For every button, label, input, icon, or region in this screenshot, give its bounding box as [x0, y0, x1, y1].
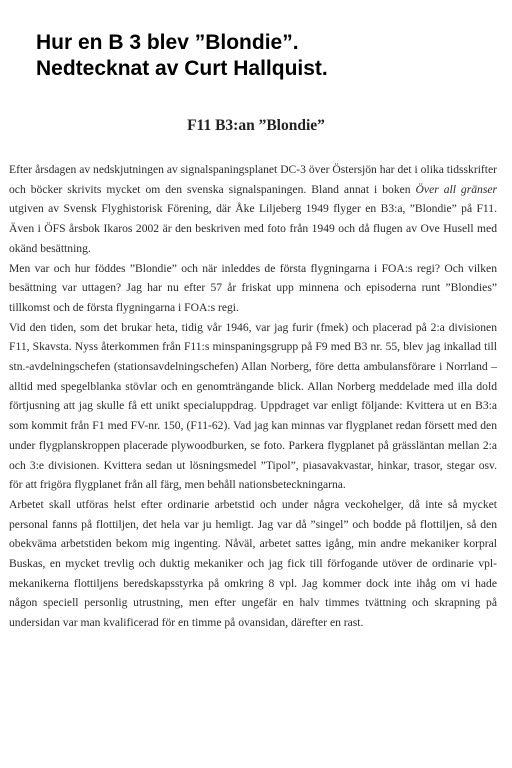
paragraph-1-part-1: Efter årsdagen av nedskjutningen av signalspaningsplanet DC-3 över Östersjön har det i olika tidsskrifter och böcker skrivits mycket om den svenska signalspaningen. Bland annat i boken: [9, 163, 497, 196]
article-body: [9, 160, 497, 633]
article-title: F11 B3:an ”Blondie”: [187, 117, 325, 134]
page-header: [36, 30, 496, 82]
header-line-2: Nedtecknat av Curt Hallquist.: [36, 57, 328, 80]
book-title: Över all gränser: [415, 182, 497, 196]
paragraph-1-part-2: utgiven av Svensk Flyghistorisk Förening, där Åke Liljeberg 1949 flyger en B3:a, ”Blondie” på F11. Även i ÖFS årsbok Ikaros 2002 är den beskriven med foto från 1949 och då flugen av Ove Husell med okänd besättning.: [9, 202, 497, 255]
header-line-1: Hur en B 3 blev ”Blondie”.: [36, 31, 299, 54]
paragraph-4: Arbetet skall utföras helst efter ordinarie arbetstid och under några veckohelger, då inte så mycket personal fanns på flottiljen, det hela var ju hemligt. Jag var då ”singel” och bodde på flottiljen, så den obekväma arbetstiden bekom mig ingenting. Nåväl, arbetet sattes igång, min andre mekaniker korpral Buskas, en mycket trevlig och duktig mekaniker och jag fick till förfogande utöver de ordinarie vpl-mekanikerna flottiljens beredskapsstyrka på omkring 8 vpl. Jag kommer dock inte ihåg om vi hade någon speciell personlig utrustning, men efter ungefär en halv timmes tvättning och skrapning på undersidan var man kvalificerad för en timme på ovansidan, därefter en rast.: [9, 497, 497, 630]
paragraph-1: [9, 160, 497, 259]
paragraph-2: Men var och hur föddes ”Blondie” och när inleddes de första flygningarna i FOA:s regi? Och vilken besättning var uttagen? Jag har nu efter 57 år friskat upp minnena och episoderna runt ”Blondies” tillkomst och de första flygningarna i FOA:s regi.: [9, 261, 497, 314]
paragraph-3: Vid den tiden, som det brukar heta, tidig vår 1946, var jag furir (fmek) och placerad på 2:a divisionen F11, Skavsta. Nyss återkommen från F11:s minspaningsgrupp på F9 med B3 nr. 55, blev jag inkallad till stn.-avdelningschefen (stationsavdelningschefen) Allan Norberg, före detta ambulansförare i Norrland – alltid med spegelblanka stövlar och en genomträngande blick. Allan Norberg meddelade med illa dold förtjusning att jag skulle få ett unikt specialuppdrag. Uppdraget var enligt följande: Kvittera ut en B3:a som kommit från F1 med FV-nr. 150, (F11-62). Vad jag kan minnas var flygplanet redan försett med den under flygplanskroppen placerade plywoodburken, se foto. Parkera flygplanet på grässläntan mellan 2:a och 3:e divisionen. Kvittera sedan ut lösningsmedel ”Tipol”, piasavakvastar, hinkar, trasor, stegar osv. för att frigöra flygplanet från all färg, men behåll nationsbeteckningarna.: [9, 320, 497, 492]
